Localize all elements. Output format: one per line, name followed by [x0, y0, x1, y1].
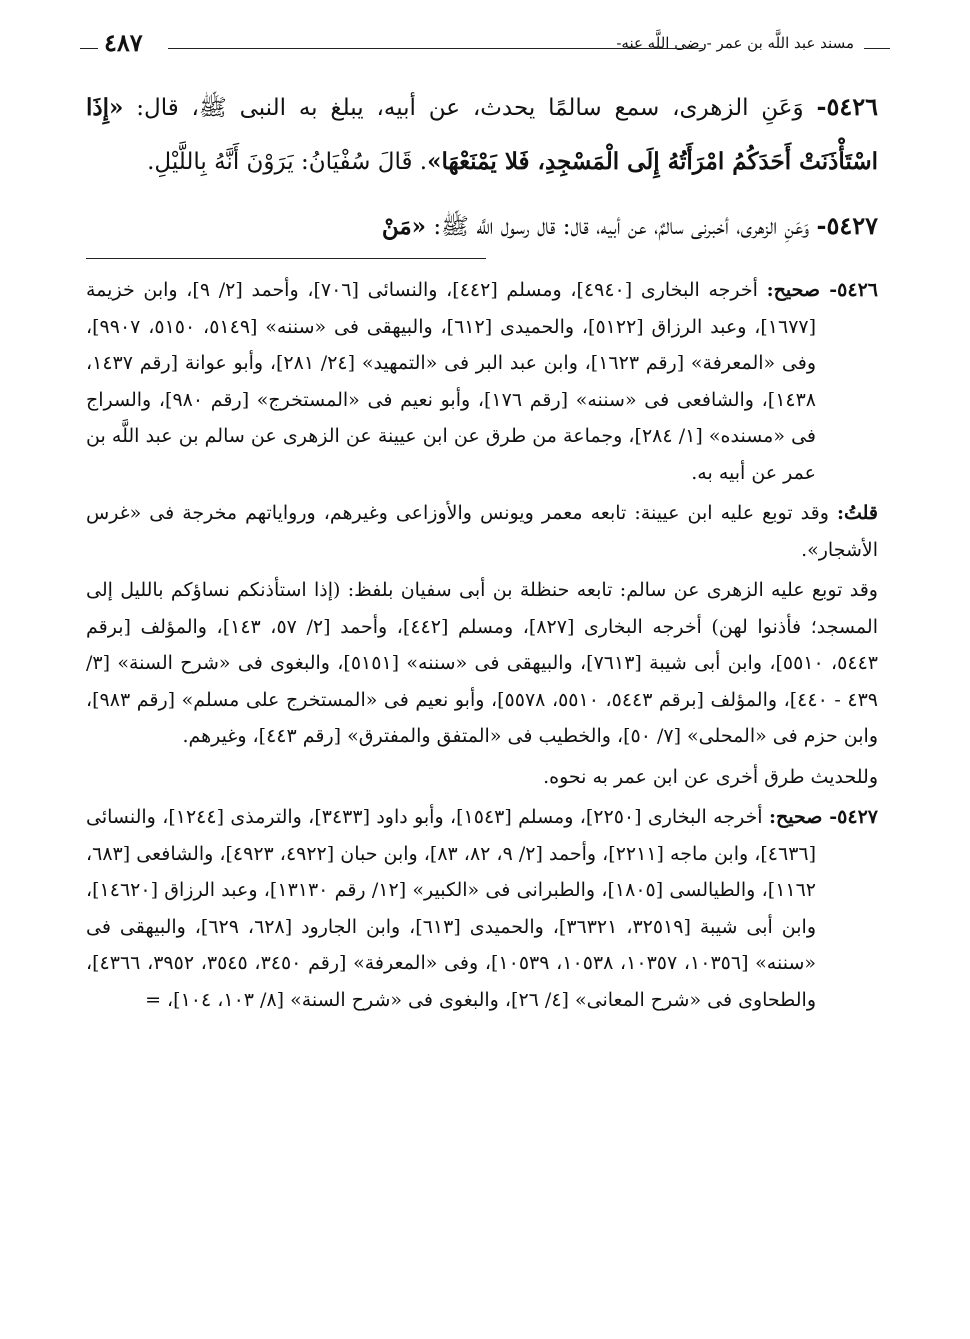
footnote-qultu — [86, 495, 878, 568]
page-header — [86, 28, 878, 68]
running-title: مسند عبد اللَّه بن عمر -رضى اللَّه عنه- — [616, 34, 854, 52]
footnote-lead: ٥٤٢٧- صحيح: — [768, 806, 878, 828]
hadith-number: ٥٤٢٦- — [816, 92, 878, 121]
hadith-intro: وَعَنِ الزهرى، أخبرنى سالمٌ، عن أبيه، قال: قال رسول اللَّه ﷺ: — [426, 214, 817, 240]
qultu-text: وقد توبع عليه ابن عيينة: تابعه معمر ويونس والأوزاعى وغيرهم، ورواياتهم مخرجة فى «غرس الأشجار». — [86, 502, 878, 561]
header-rule-right — [864, 48, 890, 49]
footnote-text: أخرجه البخارى [٢٢٥٠]، ومسلم [١٥٤٣]، وأبو داود [٣٤٣٣]، والترمذى [١٢٤٤]، والنسائى [٤٦٣٦]، وابن ماجه [٢٢١١]، وأحمد [٢/ ٩، ٨٢، ٨٣]، وابن حبان [٤٩٢٢، ٤٩٢٣]، والشافعى [٦٨٣، ١١٦٢]، والطيالسى [١٨٠٥]، والطبرانى فى «الكبير» [١٢/ رقم ١٣١٣٠]، وعبد الرزاق [١٤٦٢٠]، وابن أبى شيبة [٣٢٥١٩، ٣٦٣٢١]، والحميدى [٦١٣]، وابن الجارود [٦٢٨، ٦٢٩]، والبيهقى فى «سننه» [١٠٣٥٦، ١٠٣٥٧، ١٠٥٣٨، ١٠٥٣٩]، وفى «المعرفة» [رقم ٣٤٥٠، ٣٥٤٥، ٣٩٥٢، ٤٣٦٦]، والطحاوى فى «شرح المعانى» [٤/ ٢٦]، والبغوى فى «شرح السنة» [٨/ ١٠٣، ١٠٤]، = — [86, 806, 817, 1011]
hadith-number: ٥٤٢٧- — [816, 211, 878, 240]
footnote-5426 — [86, 272, 878, 491]
hadith-quote: «إِذَا اسْتَأْذَنَتْ أَحَدَكُمُ امْرَأَتُهُ إِلَى الْمَسْجِدِ، فَلا يَمْنَعْهَا» — [86, 94, 878, 175]
header-rule-left — [80, 48, 98, 49]
header-rule — [168, 48, 703, 49]
qultu-label: قلتُ: — [836, 502, 878, 524]
footnote-turuq: وللحديث طرق أخرى عن ابن عمر به نحوه. — [543, 765, 878, 788]
hadith-quote: «مَنْ — [381, 213, 427, 240]
footnote-lead: ٥٤٢٦- صحيح: — [766, 279, 878, 301]
footnotes — [86, 272, 878, 1022]
main-text — [86, 80, 878, 264]
footnote-divider — [86, 258, 486, 259]
hadith-intro: وَعَنِ الزهرى، سمع سالمًا يحدث، عن أبيه، يبلغ به النبى ﷺ، قال: — [123, 95, 817, 121]
page-number: ٤٨٧ — [104, 28, 143, 57]
hadith-5427 — [86, 199, 878, 254]
footnote-5427 — [86, 799, 878, 1018]
hadith-5426 — [86, 80, 878, 189]
footnote-text: أخرجه البخارى [٤٩٤٠]، ومسلم [٤٤٢]، والنسائى [٧٠٦]، وأحمد [٢/ ٩]، وابن خزيمة [١٦٧٧]، وعبد الرزاق [٥١٢٢]، والحميدى [٦١٢]، والبيهقى فى «سننه» [٥١٤٩، ٥١٥٠، ٩٩٠٧]، وفى «المعرفة» [رقم ١٦٢٣]، وابن عبد البر فى «التمهيد» [٢٤/ ٢٨١]، وأبو عوانة [رقم ١٤٣٧، ١٤٣٨]، والشافعى فى «سننه» [رقم ١٧٦]، وأبو نعيم فى «المستخرج» [رقم ٩٨٠]، والسراج فى «مسنده» [١/ ٢٨٤]، وجماعة من طرق عن ابن عيينة عن الزهرى عن سالم بن عبد اللَّه بن عمر عن أبيه به. — [86, 279, 817, 484]
footnote-tawabu: وقد توبع عليه الزهرى عن سالم: تابعه حنظلة بن أبى سفيان بلفظ: (إذا استأذنكم نساؤكم بالليل إلى المسجد؛ فأذنوا لهن) أخرجه البخارى [٨٢٧]، ومسلم [٤٤٢]، وأحمد [٢/ ٥٧، ١٤٣]، والمؤلف [برقم ٥٤٤٣، ٥٥١٠]، وابن أبى شيبة [٧٦١٣]، والبيهقى فى «سننه» [٥١٥١]، والبغوى فى «شرح السنة» [٣/ ٤٣٩ - ٤٤٠]، والمؤلف [برقم ٥٤٤٣، ٥٥١٠، ٥٥٧٨]، وأبو نعيم فى «المستخرج على مسلم» [رقم ٩٨٣]، وابن حزم فى «المحلى» [٧/ ٥٠]، والخطيب فى «المتفق والمفترق» [رقم ٤٤٣]، وغيرهم. — [86, 579, 879, 747]
hadith-end: . قَالَ سُفْيَانُ: يَرَوْنَ أَنَّهُ بِاللَّيْلِ. — [147, 149, 428, 175]
